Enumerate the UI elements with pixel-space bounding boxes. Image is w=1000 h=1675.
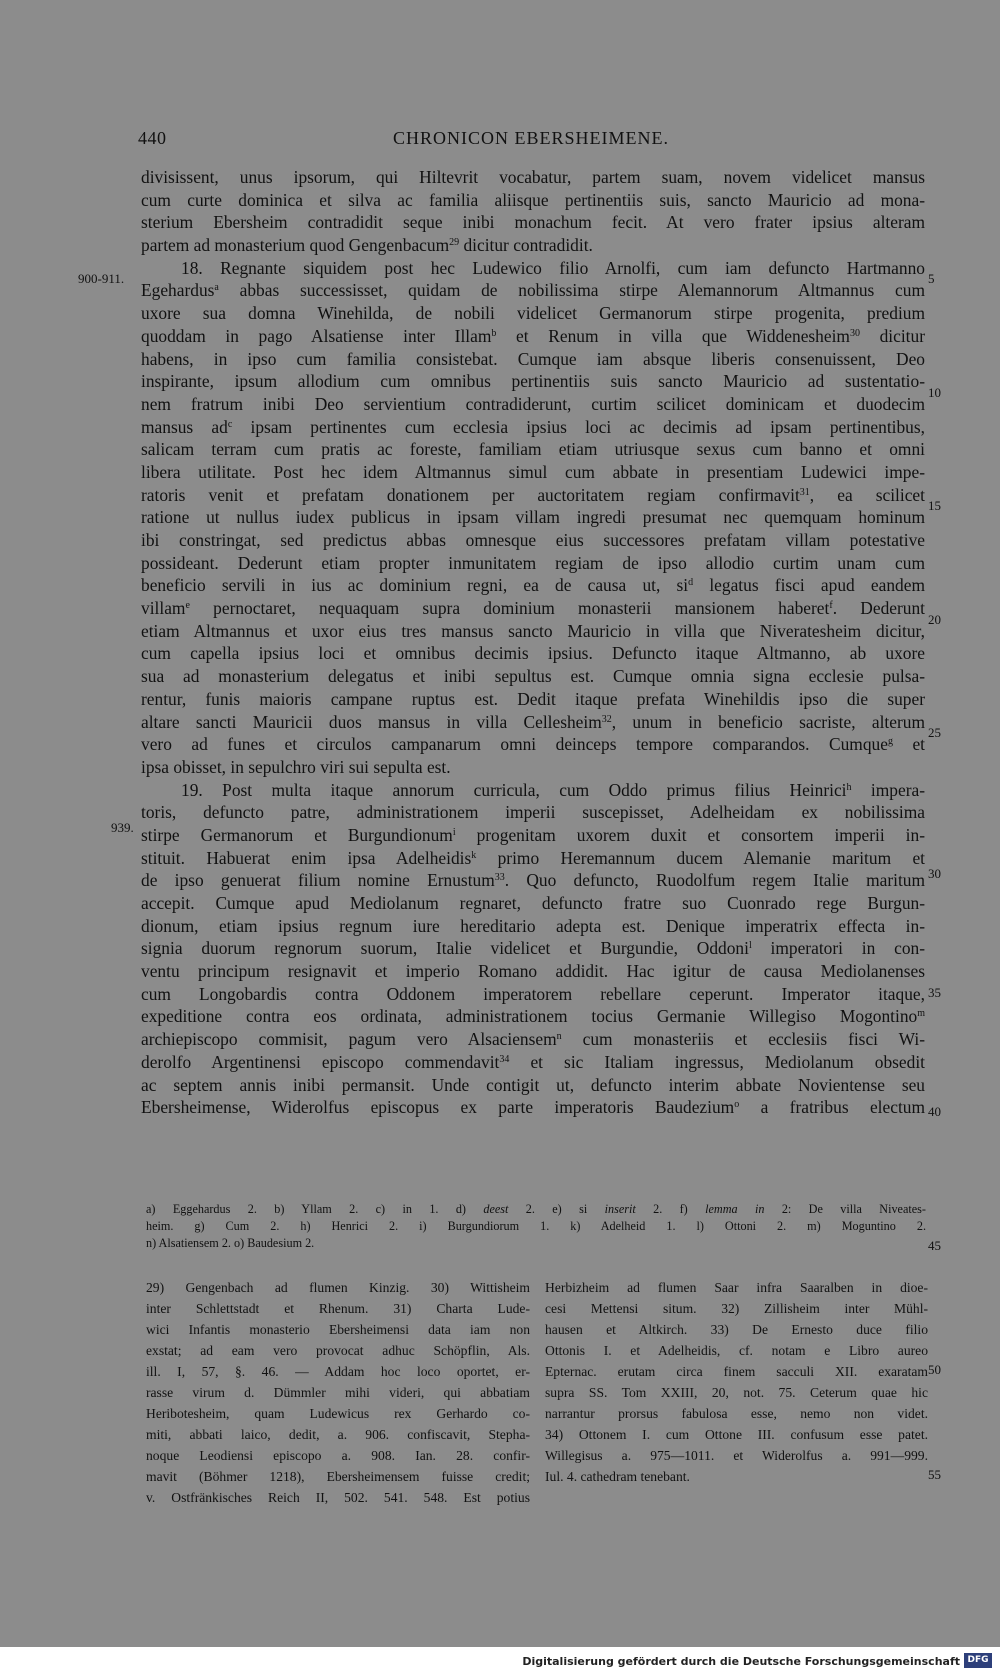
footnote-line: miti, abbati laico, dedit, a. 906. confiscavit, Stepha- (146, 1427, 530, 1442)
text-line: ratione ut nullus iudex publicus in ipsam villam ingredi presumat nec quemquam hominum (141, 507, 925, 528)
footnote-line: cesi Mettensi situm. 32) Zillisheim inter Mühl- (545, 1301, 928, 1316)
text-line: ibi constringat, sed predictus abbas omnesque eius successores prefatam villam potestative (141, 530, 925, 550)
variant-line: heim. g) Cum 2. h) Henrici 2. i) Burgundiorum 1. k) Adelheid 1. l) Ottoni 2. m) Moguntino 2. (146, 1219, 926, 1233)
line-number-25: 25 (928, 725, 941, 740)
text-line: dionum, etiam ipsius regnum iure hereditario adepta est. Denique imperatrix effecta in- (141, 915, 925, 936)
text-line: archiepiscopo commisit, pagum vero Alsaciensem$^n$ cum monasteriis et ecclesiis fisci Wi- (141, 1029, 925, 1050)
text-line: ipsa obisset, in sepulchro viri sui sepulta est. (141, 756, 451, 777)
text-line: altare sancti Mauricii duos mansus in villa Cellesheim$^{32}$, unum in beneficio sacriste, alterum (141, 711, 925, 732)
line-number-15: 15 (928, 498, 941, 513)
footnote-line: Iul. 4. cathedram tenebant. (545, 1469, 690, 1484)
text-line: stirpe Germanorum et Burgundionum$^i$ progenitam uxorem duxit et consortem imperii in- (141, 824, 925, 845)
footnote-line: 29) Gengenbach ad flumen Kinzig. 30) Wittisheim (146, 1280, 530, 1295)
running-title: CHRONICON EBERSHEIMENE. (393, 128, 670, 148)
text-line: mansus $ad^c$ ipsam pertinentes cum ecclesia ipsius loci ac decimis ad ipsam pertinentibus, (141, 416, 925, 437)
text-line: cum curte dominica et silva ac familia aliisque pertinentiis suis, sancto Mauricio ad mona- (141, 189, 925, 210)
text-line: de ipso genuerat filium nomine Ernustum$^{33}$. Quo defuncto, Ruodolfum regem Italie maritum (141, 870, 925, 891)
line-number-20: 20 (928, 612, 941, 627)
text-line: cum capella ipsius loci et omnibus decimis ipsius. Defuncto itaque Altmanno, ab uxore (141, 643, 925, 664)
text-line: libera utilitate. Post hec idem Altmannus simul cum abbate in presentiam Ludewici impe- (141, 461, 925, 482)
text-line: sterium Ebersheim contradidit seque inibi monachum fecit. At vero frater ipsius alteram (141, 212, 925, 233)
funding-credit: Digitalisierung gefördert durch die Deutsche Forschungsgemeinschaft (522, 1655, 960, 1668)
margin-date-18: 900-911. (78, 271, 125, 286)
text-line: beneficio servili in ius ac dominium regni, ea de causa ut, $si^d$ legatus fisci apud eandem (141, 575, 925, 596)
text-line: Ebersheimense, Widerolfus episcopus ex parte imperatoris Baudezium$^o$ a fratribus electum (141, 1097, 925, 1118)
footnote-line: v. Ostfränkisches Reich II, 502. 541. 548. Est potius (146, 1490, 530, 1505)
footnote-line: ill. I, 57, §. 46. — Addam hoc loco oportet, er- (146, 1364, 530, 1379)
text-line: expeditione contra eos ordinata, administrationem tocius Germanie Willegiso Mogontino$^m$ (141, 1006, 925, 1027)
margin-date-19: 939. (111, 820, 134, 835)
footnote-line: mavit (Böhmer 1218), Ebersheimensem fuisse credit; (146, 1469, 530, 1484)
text-line: ratoris venit et prefatam donationem per auctoritatem regiam confirmavit$^{31}$, ea scilicet (141, 484, 925, 505)
dfg-logo-icon: DFG (964, 1653, 992, 1668)
text-line: nem fratrum inibi Deo servientium contradiderunt, curtim scilicet dominicam et duodecim (141, 393, 925, 414)
page-header (138, 128, 928, 152)
footnote-line: Ottonis I. et Adelheidis, cf. notam e Libro aureo (545, 1343, 928, 1358)
text-line: ac septem annis inibi permansit. Unde contigit ut, defuncto interim abbate Novientense seu (141, 1074, 925, 1095)
digitization-footer (0, 1647, 1000, 1675)
text-line: possideant. Dederunt etiam propter inmunitatem regiam de ipso allodio curtim unam cum (141, 552, 925, 573)
text-line: ventu principum resignavit et imperio Romano addidit. Hac igitur de causa Mediolanenses (141, 961, 925, 982)
line-number-40: 40 (928, 1104, 941, 1119)
footnote-line: hausen et Altkirch. 33) De Ernesto duce filio (545, 1322, 928, 1337)
footnote-line: supra SS. Tom XXIII, 20, not. 75. Ceterum quae hic (545, 1385, 928, 1400)
text-line: partem ad monasterium quod Gengenbacum$^{29}$ dicitur contradidit. (141, 235, 593, 256)
variant-line: n) Alsatiensem 2. o) Baudesium 2. (146, 1236, 315, 1250)
line-number-10: 10 (928, 385, 941, 400)
line-number-50: 50 (928, 1362, 941, 1377)
text-line: quoddam in pago Alsatiense inter Illam$^b$ et Renum in villa que Widdenesheim$^{30}$ dicitur (141, 325, 926, 346)
text-line: etiam Altmannus et uxor eius tres mansus sancto Mauricio in villa que Niveratesheim dicitur, (141, 620, 925, 641)
text-line: sua ad monasterium delegatus et inibi sepultus est. Cumque omnia signa ecclesie pulsa- (141, 666, 925, 687)
line-number-45: 45 (928, 1238, 941, 1253)
text-line: toris, defuncto patre, administrationem imperii suscepisset, Adelheidam ex nobilissima (141, 802, 925, 823)
text-line: accepit. Cumque apud Mediolanum regnaret, defuncto fratre suo Cuonrado rege Burgun- (141, 893, 925, 913)
text-line: habens, in ipso cum familia consistebat. Cumque iam absque liberis consenuissent, Deo (141, 348, 925, 369)
footnote-line: 34) Ottonem I. cum Ottone III. confusum esse patet. (545, 1427, 928, 1442)
footnote-line: rasse virum d. Dümmler mihi videri, qui abbatiam (146, 1385, 530, 1400)
footnote-line: wici Infantis monasterio Ebersheimensi data iam non (146, 1322, 530, 1337)
footnote-line: exstat; ad eam vero provocat adhuc Schöpflin, Als. (146, 1343, 530, 1358)
line-number-55: 55 (928, 1467, 941, 1482)
text-line: signia duorum regnorum suorum, Italie videlicet et Burgundie, Oddoni$^l$ imperatori in con- (141, 938, 925, 959)
footnote-line: noque Leodiensi episcopo a. 908. Ian. 28. confir- (146, 1448, 530, 1463)
main-text (141, 166, 925, 1119)
text-line: rentur, funis maioris campane ruptus est. Dedit itaque prefata Winehildis ipso die super (141, 688, 925, 709)
text-line: Egehardus$^a$ abbas successisset, quidam de nobilissima stirpe Alemannorum Altmannus cum (141, 280, 925, 301)
footnote-line: narrantur prorsus fabulosa esse, nemo non videt. (545, 1406, 928, 1421)
footnotes-right-column (545, 1277, 928, 1487)
text-line: divisissent, unus ipsorum, qui Hiltevrit vocabatur, partem suam, novem videlicet mansus (141, 167, 925, 187)
variant-readings (146, 1201, 926, 1252)
paragraph-19-start: 19. Post multa itaque annorum curricula, cum Oddo primus filius Heinrici$^h$ impera- (181, 779, 926, 800)
footnote-line: Herbizheim ad flumen Saar infra Saaralben in dioe- (545, 1280, 928, 1295)
page-number: 440 (138, 128, 167, 148)
text-line: villam$^e$ pernoctaret, nequaquam supra dominium monasterii mansionem haberet$^f$. Dederunt (141, 598, 925, 619)
footnote-line: Heribotesheim, quam Ludewicus rex Gerhardo co- (146, 1406, 530, 1421)
footnote-line: Willegisus a. 975—1011. et Widerolfus a. 991—999. (545, 1448, 928, 1463)
footnote-line: Epternac. erutam circa finem sacculi XII. exaratam (545, 1364, 928, 1379)
text-line: salicam terram cum pratis ac foreste, familiam etiam utriusque sexus cum banno et omni (141, 439, 925, 460)
variant-line: a) Eggehardus 2. b) Yllam 2. c) in 1. d) deest 2. e) si inserit 2. f) lemma in 2: De villa Niveates- (146, 1202, 926, 1216)
footnotes-left-column (146, 1277, 530, 1508)
footnote-line: inter Schlettstadt et Rhenum. 31) Charta Lude- (146, 1301, 530, 1316)
paragraph-18-start: 18. Regnante siquidem post hec Ludewico filio Arnolfi, cum iam defuncto Hartmanno (181, 257, 925, 278)
text-line: cum Longobardis contra Oddonem imperatorem rebellare ceperunt. Imperator itaque, (141, 983, 925, 1004)
line-number-5: 5 (928, 271, 935, 286)
text-line: stituit. Habuerat enim ipsa Adelheidis$^k$ primo Heremannum ducem Alemanie maritum et (141, 847, 925, 868)
text-line: vero ad funes et circulos campanarum omni deinceps tempore comparandos. Cumque$^g$ et (141, 734, 926, 755)
text-line: inspirante, ipsum allodium cum omnibus pertinentiis suis sancto Mauricio ad sustentatio- (141, 371, 925, 392)
text-line: derolfo Argentinensi episcopo commendavit$^{34}$ et sic Italiam ingressus, Mediolanum obsedit (141, 1051, 925, 1072)
line-number-35: 35 (928, 985, 941, 1000)
text-line: uxore sua domna Winehilda, de nobili videlicet Germanorum stirpe progenita, predium (141, 303, 925, 324)
line-number-30: 30 (928, 866, 941, 881)
